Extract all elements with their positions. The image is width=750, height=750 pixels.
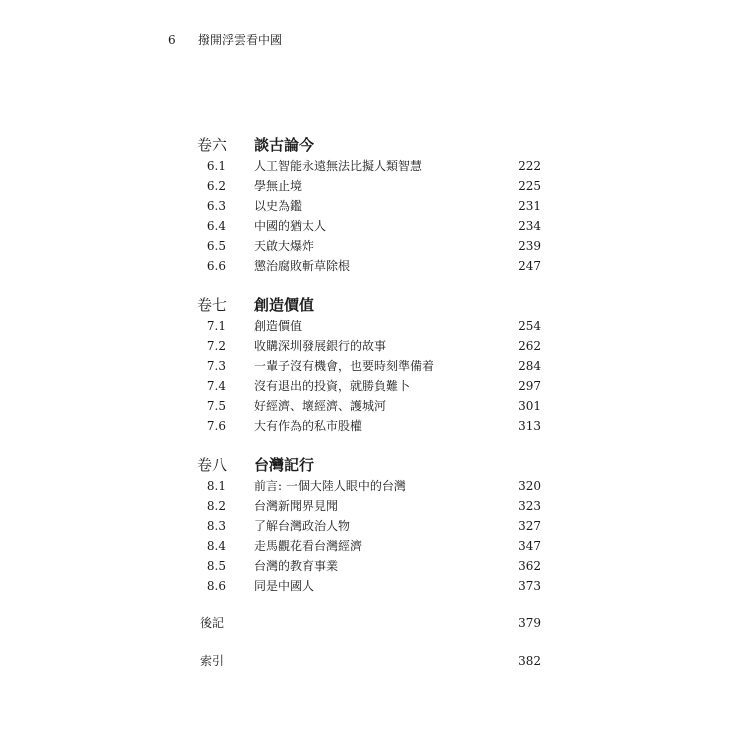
toc-entry[interactable] [0,377,750,395]
entry-page: 247 [518,259,541,273]
entry-page: 239 [518,239,541,253]
entry-page: 379 [518,616,541,630]
entry-number: 8.3 [206,519,226,533]
toc-entry[interactable] [0,197,750,215]
entry-title: 前言: 一個大陸人眼中的台灣 [254,479,406,493]
toc-entry[interactable] [0,397,750,415]
entry-title: 台灣的教育事業 [254,559,339,573]
toc-entry[interactable] [0,477,750,495]
entry-number: 7.5 [206,399,226,413]
entry-number: 6.4 [206,219,226,233]
entry-number: 6.6 [206,259,226,273]
toc-entry[interactable] [0,257,750,275]
entry-number: 8.1 [206,479,226,493]
part-label: 卷八 [197,456,228,474]
entry-page: 382 [518,654,541,668]
entry-title: 好經濟、壞經濟、護城河 [254,399,387,413]
page-number: 6 [168,33,176,47]
entry-page: 347 [518,539,541,553]
entry-page: 222 [518,159,541,173]
toc-entry[interactable] [0,177,750,195]
entry-number: 8.4 [206,539,226,553]
entry-page: 231 [518,199,541,213]
book-title: 撥開浮雲看中國 [198,33,283,47]
toc-entry[interactable] [0,237,750,255]
entry-page: 313 [518,419,541,433]
toc-entry[interactable] [0,217,750,235]
entry-number: 7.2 [206,339,226,353]
entry-title: 台灣新聞界見聞 [254,499,339,513]
entry-page: 234 [518,219,541,233]
entry-page: 301 [518,399,541,413]
entry-number: 8.5 [206,559,226,573]
entry-page: 327 [518,519,541,533]
part-title: 創造價值 [254,296,315,314]
entry-title: 天啟大爆炸 [254,239,315,253]
entry-title: 一輩子沒有機會，也要時刻準備着 [254,359,435,373]
toc-entry[interactable] [0,157,750,175]
entry-title: 以史為鑑 [254,199,303,213]
entry-title: 大有作為的私市股權 [254,419,363,433]
toc-entry[interactable] [0,497,750,515]
entry-page: 320 [518,479,541,493]
entry-title: 後記 [200,616,225,630]
entry-title: 創造價值 [254,319,303,333]
entry-page: 284 [518,359,541,373]
entry-number: 6.1 [206,159,226,173]
entry-page: 254 [518,319,541,333]
toc-entry[interactable] [0,417,750,435]
entry-number: 6.3 [206,199,226,213]
entry-page: 373 [518,579,541,593]
entry-number: 6.5 [206,239,226,253]
entry-number: 8.6 [206,579,226,593]
entry-title: 懲治腐敗斬草除根 [254,259,351,273]
entry-title: 索引 [200,654,225,668]
entry-page: 262 [518,339,541,353]
entry-title: 學無止境 [254,179,303,193]
part-title: 台灣記行 [254,456,315,474]
entry-number: 8.2 [206,499,226,513]
entry-title: 走馬觀花看台灣經濟 [254,539,363,553]
toc-entry[interactable] [0,357,750,375]
entry-title: 沒有退出的投資，就勝負難卜 [254,379,411,393]
part-label: 卷六 [197,136,228,154]
entry-page: 323 [518,499,541,513]
toc-entry-index[interactable] [0,652,750,670]
entry-title: 收購深圳發展銀行的故事 [254,339,387,353]
entry-title: 中國的猶太人 [254,219,327,233]
entry-page: 362 [518,559,541,573]
entry-title: 同是中國人 [254,579,315,593]
entry-title: 了解台灣政治人物 [254,519,351,533]
toc-entry[interactable] [0,577,750,595]
part-title: 談古論今 [254,136,315,154]
toc-entry-afterword[interactable] [0,614,750,632]
entry-number: 7.3 [206,359,226,373]
entry-number: 7.1 [206,319,226,333]
entry-page: 225 [518,179,541,193]
entry-number: 7.6 [206,419,226,433]
toc-entry[interactable] [0,537,750,555]
toc-entry[interactable] [0,317,750,335]
entry-page: 297 [518,379,541,393]
entry-number: 6.2 [206,179,226,193]
toc-entry[interactable] [0,557,750,575]
toc-entry[interactable] [0,337,750,355]
part-label: 卷七 [197,296,228,314]
toc-entry[interactable] [0,517,750,535]
entry-title: 人工智能永遠無法比擬人類智慧 [254,159,423,173]
entry-number: 7.4 [206,379,226,393]
